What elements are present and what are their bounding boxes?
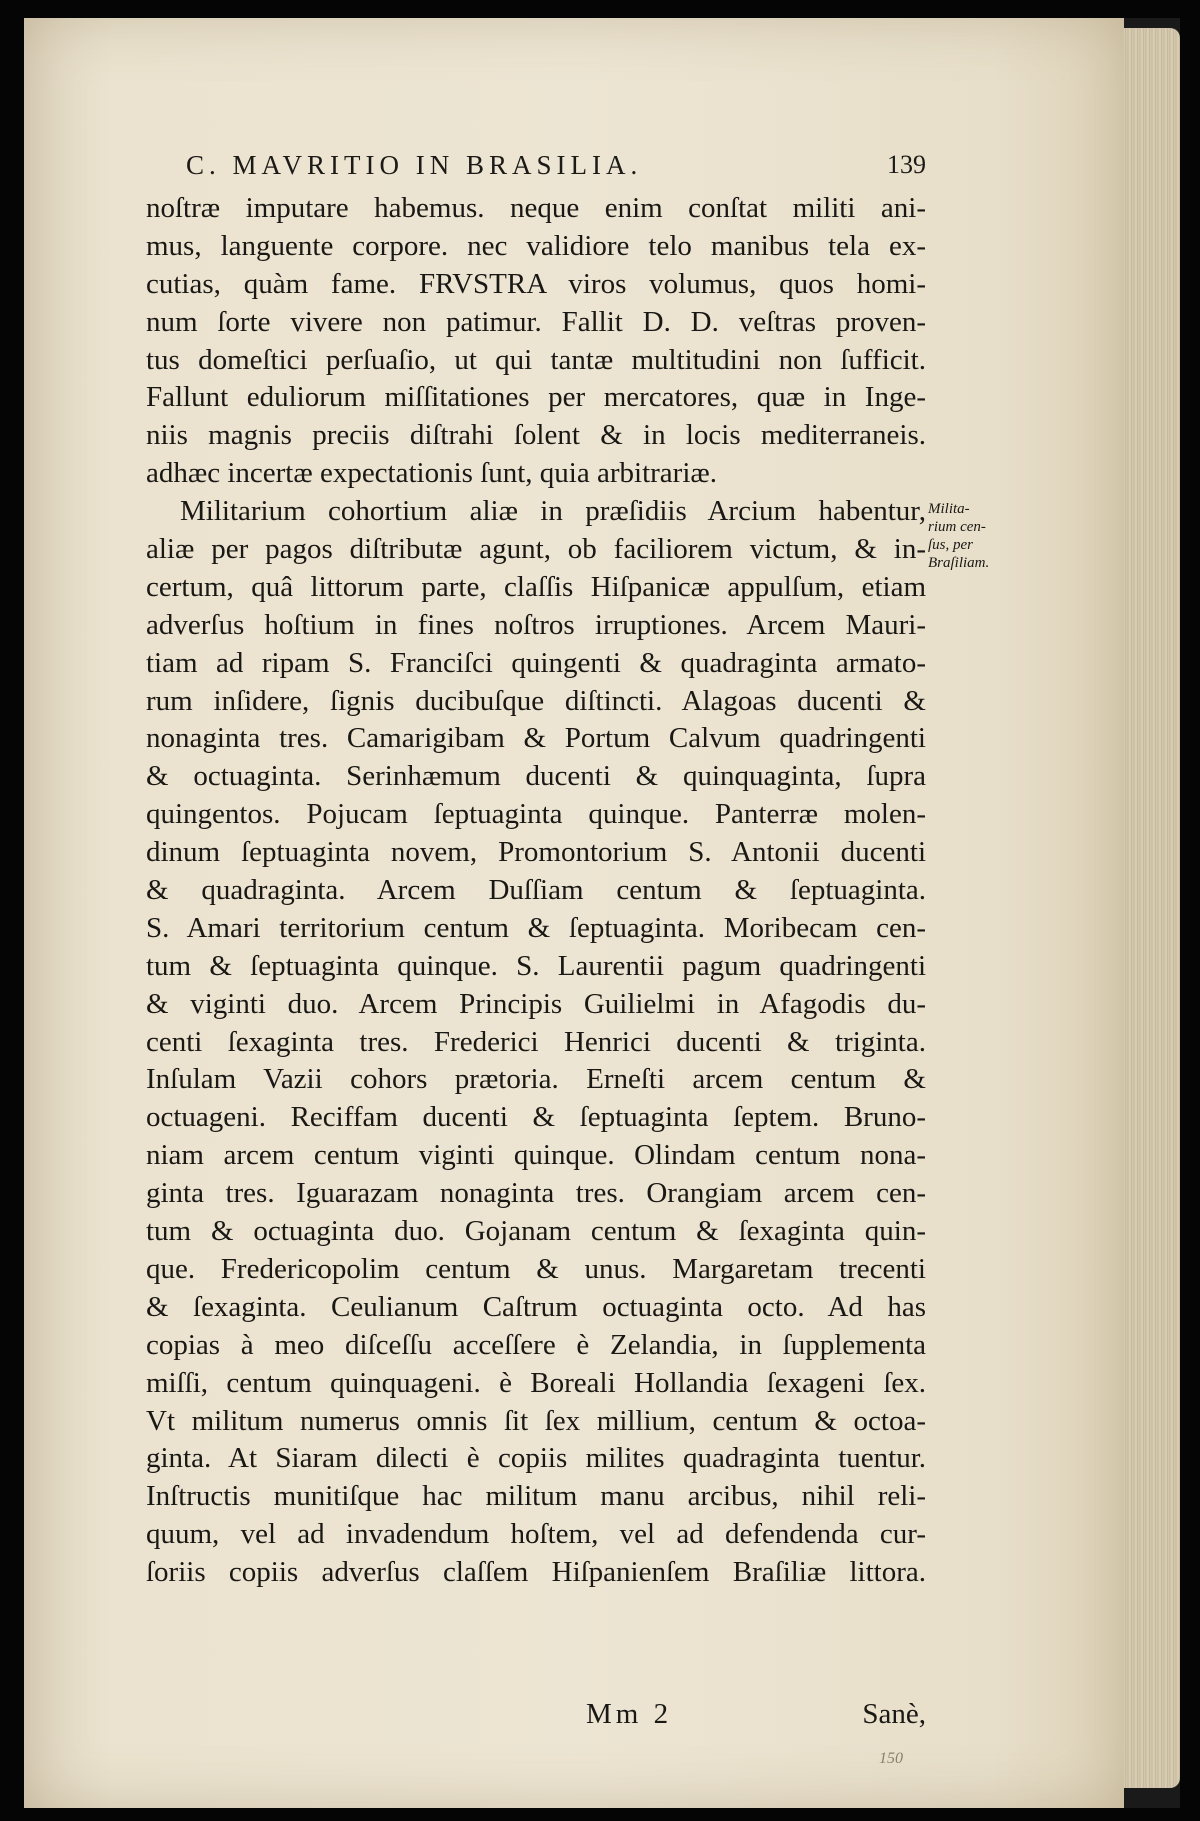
text-line: centi ſexaginta tres. Frederici Henrici ducenti & triginta. xyxy=(146,1025,926,1058)
text-line: Fallunt eduliorum miſſitationes per mercatores, quæ in Inge- xyxy=(146,381,926,414)
text-line: & ſexaginta. Ceulianum Caſtrum octuaginta octo. Ad has xyxy=(146,1290,926,1323)
text-line: & viginti duo. Arcem Principis Guilielmi in Afagodis du- xyxy=(146,987,926,1020)
text-line: quum, vel ad invadendum hoſtem, vel ad defendenda cur- xyxy=(146,1518,926,1551)
text-line: tum & ſeptuaginta quinque. S. Laurentii pagum quadringenti xyxy=(146,949,926,982)
text-line: copias à meo diſceſſu acceſſere è Zelandia, in ſupplementa xyxy=(146,1328,926,1361)
text-line: ginta tres. Iguarazam nonaginta tres. Orangiam arcem cen- xyxy=(146,1177,926,1210)
catchword: Sanè, xyxy=(862,1698,926,1730)
text-line: dinum ſeptuaginta novem, Promontorium S. Antonii ducenti xyxy=(146,836,926,869)
margin-note xyxy=(928,500,1008,572)
margin-note-line: Milita- xyxy=(928,501,970,517)
text-line: aliæ per pagos diſtributæ agunt, ob faciliorem victum, & in- xyxy=(146,533,926,566)
text-line: miſſi, centum quinquageni. è Boreali Hollandia ſexageni ſex. xyxy=(146,1366,926,1399)
text-line: num ſorte vivere non patimur. Fallit D. D. veſtras proven- xyxy=(146,305,926,338)
body-text xyxy=(146,190,926,1592)
page-footer xyxy=(146,1698,926,1738)
text-line: que. Fredericopolim centum & unus. Margaretam trecenti xyxy=(146,1252,926,1285)
text-line: ſoriis copiis adverſus claſſem Hiſpanienſem Braſiliæ littora. xyxy=(146,1556,926,1589)
text-line: & octuaginta. Serinhæmum ducenti & quinquaginta, ſupra xyxy=(146,760,926,793)
text-line: adhæc incertæ expectationis ſunt, quia arbitrariæ. xyxy=(146,457,717,490)
book-page xyxy=(24,18,1124,1808)
text-line: Inſulam Vazii cohors prætoria. Erneſti arcem centum & xyxy=(146,1063,926,1096)
margin-note-line: ſus, per xyxy=(928,537,973,553)
book-spread xyxy=(24,18,1180,1808)
text-line: mus, languente corpore. nec validiore telo manibus tela ex- xyxy=(146,229,926,262)
text-line: nonaginta tres. Camarigibam & Portum Calvum quadringenti xyxy=(146,722,926,755)
page-number: 139 xyxy=(887,150,926,179)
margin-note-line: rium cen- xyxy=(928,519,986,535)
text-line: Vt militum numerus omnis ſit ſex millium, centum & octoa- xyxy=(146,1404,926,1437)
text-line: noſtræ imputare habemus. neque enim conſtat militi ani- xyxy=(146,192,926,224)
text-line: tus domeſtici perſuaſio, ut qui tantæ multitudini non ſufficit. xyxy=(146,343,926,376)
signature-mark: Mm 2 xyxy=(586,1698,673,1730)
page-header xyxy=(186,150,926,190)
text-line: octuageni. Reciffam ducenti & ſeptuaginta ſeptem. Bruno- xyxy=(146,1101,926,1134)
text-line: cutias, quàm fame. FRVSTRA viros volumus, quos homi- xyxy=(146,267,926,300)
margin-note-line: Braſiliam. xyxy=(928,555,990,571)
text-line: ginta. At Siaram dilecti è copiis milites quadraginta tuentur. xyxy=(146,1442,926,1475)
text-line: niam arcem centum viginti quinque. Olindam centum nona- xyxy=(146,1139,926,1172)
text-line: adverſus hoſtium in fines noſtros irruptiones. Arcem Mauri- xyxy=(146,608,926,641)
text-line: Inſtructis munitiſque hac militum manu arcibus, nihil reli- xyxy=(146,1480,926,1513)
text-line: rum inſidere, ſignis ducibuſque diſtincti. Alagoas ducenti & xyxy=(146,684,926,717)
text-line: tum & octuaginta duo. Gojanam centum & ſexaginta quin- xyxy=(146,1215,926,1248)
pencil-folio-note: 150 xyxy=(879,1750,903,1767)
text-line: quingentos. Pojucam ſeptuaginta quinque. Panterræ molen- xyxy=(146,798,926,831)
text-line: S. Amari territorium centum & ſeptuaginta. Moribecam cen- xyxy=(146,911,926,944)
text-line: certum, quâ littorum parte, claſſis Hiſpanicæ appulſum, etiam xyxy=(146,570,926,603)
running-head: C. MAVRITIO IN BRASILIA. xyxy=(186,150,643,180)
text-line: niis magnis preciis diſtrahi ſolent & in locis mediterraneis. xyxy=(146,419,926,452)
text-line: Militarium cohortium aliæ in præſidiis Arcium habentur, xyxy=(180,495,926,528)
text-line: tiam ad ripam S. Franciſci quingenti & quadraginta armato- xyxy=(146,646,926,679)
text-line: & quadraginta. Arcem Duſſiam centum & ſeptuaginta. xyxy=(146,874,926,907)
